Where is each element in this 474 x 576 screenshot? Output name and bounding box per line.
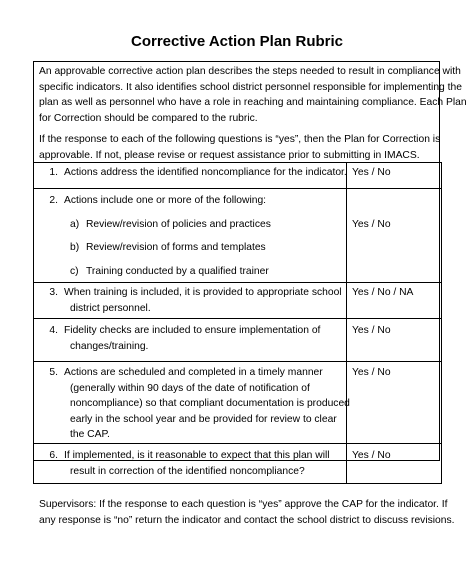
question-text: the CAP. [70, 429, 110, 440]
answer-cell [347, 362, 442, 444]
sub-item-letter: c) [70, 265, 79, 277]
answer-options: Yes / No [352, 167, 391, 178]
question-text: changes/training. [70, 340, 149, 352]
intro-line: specific indicators. It also identifies school district personnel responsible for implementing the [39, 81, 462, 93]
answer-options: Yes / No [352, 219, 391, 230]
table-row [34, 189, 442, 283]
intro-line: for Correction should be compared to the rubric. [39, 112, 258, 124]
question-number: 2. [49, 195, 58, 206]
question-text: If implemented, is it reasonable to expect that this plan will [64, 450, 330, 461]
question-text: Actions include one or more of the following: [64, 195, 267, 206]
table-row [34, 444, 442, 484]
question-number: 5. [49, 367, 58, 378]
intro-line: An approvable corrective action plan describes the steps needed to result in compliance with [39, 66, 461, 77]
answer-cell [347, 319, 442, 362]
question-cell [34, 362, 350, 444]
rubric-table [33, 162, 442, 484]
question-number: 1. [49, 167, 58, 178]
question-text: (generally within 90 days of the date of notification of [70, 382, 310, 394]
question-text: When training is included, it is provided to appropriate school [64, 287, 342, 298]
answer-options: Yes / No [352, 450, 391, 461]
answer-options: Yes / No [352, 325, 391, 336]
sub-item-letter: a) [70, 218, 80, 230]
question-text: district personnel. [70, 302, 151, 314]
question-text: early in the school year and be provided for review to clear [70, 413, 337, 425]
sub-item-text: Review/revision of policies and practices [86, 218, 271, 230]
answer-options: Yes / No / NA [352, 287, 414, 298]
intro-line: If the response to each of the following questions is “yes”, then the Plan for Correction is [39, 134, 441, 146]
answer-cell [347, 163, 442, 189]
table-row [34, 319, 442, 362]
question-cell [34, 444, 347, 484]
intro-section [39, 64, 467, 164]
answer-options: Yes / No [352, 367, 391, 378]
question-text: Fidelity checks are included to ensure implementation of [64, 325, 321, 336]
answer-cell [347, 444, 442, 484]
question-number: 3. [49, 287, 58, 298]
footer-line: Supervisors: If the response to each question is “yes” approve the CAP for the indicator. If [39, 499, 448, 510]
sub-item-letter: b) [70, 242, 80, 253]
table-row [34, 362, 442, 444]
sub-item-text: Review/revision of forms and templates [86, 242, 266, 253]
question-number: 6. [49, 450, 58, 461]
answer-cell [347, 283, 442, 319]
intro-line: approvable. If not, please revise or request assistance prior to submitting in IMACS. [39, 149, 420, 161]
question-cell [34, 283, 347, 319]
question-text: noncompliance) so that compliant documentation is produced [70, 398, 350, 409]
document-title: Corrective Action Plan Rubric [131, 33, 343, 50]
question-cell [34, 319, 347, 362]
question-text: result in correction of the identified noncompliance? [70, 465, 305, 477]
sub-item-text: Training conducted by a qualified trainer [86, 265, 269, 277]
question-cell [34, 163, 347, 189]
footer-line: any response is “no” return the indicator and contact the school district to discuss revisions. [39, 514, 455, 526]
table-row [34, 283, 442, 319]
question-text: Actions are scheduled and completed in a timely manner [64, 367, 323, 378]
table-row [34, 163, 442, 189]
supervisor-note [39, 497, 455, 528]
intro-line: plan as well as personnel who have a role in reaching and maintaining compliance. Each Plan [39, 97, 467, 109]
question-number: 4. [49, 325, 58, 336]
answer-cell [347, 189, 442, 283]
question-text: Actions address the identified noncompliance for the indicator. [64, 167, 347, 178]
question-cell [34, 189, 347, 283]
